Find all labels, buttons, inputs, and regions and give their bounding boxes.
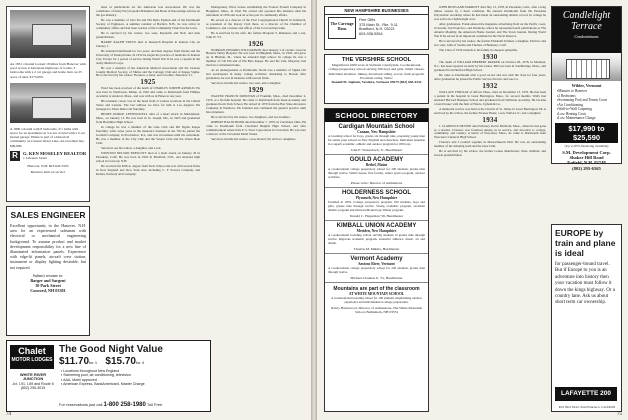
candlelight-features (552, 88, 621, 122)
europe-body: for passenger-bound travel. But if Europe to you is an adventure into history then your vacation must follow it down the kings highway. Or a country lane. Ask us about short term car ownership. (555, 262, 615, 306)
school-description: A coeducational boarding school serving students in grades nine through twelve. Rigorous academic program, extensive athletics, music, art and drama. (328, 233, 425, 245)
paragraph: HENRY DODGE LEFFINGWELL died of a heart attack in Marblehead, Mass., on January 13. He was born in St. Joseph, Mo., in 1903 and graduated from Hotchkiss High School. (96, 112, 200, 124)
sales-city: Concord, NH 03301 (30, 287, 66, 293)
candlelight-feature: ▪ Wall-to-Wall Carpeting (557, 107, 616, 112)
chalet-prices (59, 356, 144, 367)
school-contact: John E. Wasserbach, Jr., Headmaster (350, 147, 403, 152)
candlelight-terrace-ad[interactable] (551, 6, 622, 171)
paragraph: A memorial service was held at the Church of St. James in Great Barrington. He is survived by his widow, the former Eleanor Bates; a son, Wallace Jr.; and a daughter. (434, 106, 546, 115)
chalet-logo-top: Chalet (18, 346, 46, 356)
chalet-location-title: WHITE RIVER JUNCTION (19, 372, 47, 382)
chalet-feature: ▪ Swimming pool, air conditioning, television (61, 373, 145, 377)
paragraph: He is survived by his widow, two daughters, and two brothers. (211, 114, 291, 119)
paragraph: JOHN BOWLAND PARROTT died July 13, 1978, in Pasadena, Calif., after a long illness caused by a heart condition. He entered Dartmouth from the Pasadena Polytechnic Academy where he had made an outstanding athletic record. In college he was active in a lightweight crew. (434, 6, 546, 21)
nh-businesses-title: NEW HAMPSHIRE BUSINESSES (325, 7, 428, 15)
chalet-reservations (59, 402, 162, 408)
class-year-heading: 1934 (482, 115, 498, 124)
vershire-body: Magnificent 1000 acres in Vermont countryside. Coeducational, college preparatory school serving 100 boys and girls. Small classes. Individual attention. Skiing, horseback riding, soccer, farm program. Excellent rating. Write: (328, 63, 425, 80)
sales-ad-title: SALES ENGINEER (10, 210, 86, 220)
school-contact: Thomas M. Mikula, Headmaster (353, 246, 400, 251)
school-location: Meriden, New Hampshire (356, 229, 397, 234)
candlelight-financing: (Up to 95% financing available) (564, 143, 609, 148)
paragraph: After graduation, Frank entered the magazine advertising field on the Pacific coast, in Seattle, San Francisco, and Pasadena, where he represented such publications as The Atlantic Monthly, the American Home Journal, and The Town Journal. During World War II he served in an important command in the Naval Reserve. (434, 21, 546, 38)
realtor-caption-2: A 1800 colonial with 8 bedrooms, 2½ baths with space for an apartment on 3 acres of land with a 2-car heated garage. Home is part of a historical community on Canaan Street Lake. An excellent buy. $99,000. (10, 126, 86, 148)
sales-ad-body: Excellent opportunity in the Hanover, N.H. area for an experienced salesman with electrical or mechanical engineering background. To assume product and market development responsibility for a new line of illuminated information panels. Experience with edge-lit panels, aircraft crew station, instrument or display lighting desirable, but not required. (10, 223, 86, 270)
chalet-phone[interactable]: 1-800 258-1980 (103, 402, 146, 408)
chalet-location-phone: (802) 295-3015 (20, 386, 46, 391)
carriage-haus-info (359, 18, 398, 36)
realtor-firm: G. KEN MOSELEY REALTOR (23, 151, 87, 157)
class-year-heading: 1930 (482, 52, 498, 61)
text-column-3 (434, 6, 546, 410)
page-number-right: 75 (617, 412, 622, 417)
paragraph: The death of WILLIAM HERBERT PARKER on October 28, 1978, in Madison, N.J., has been reported recently by his widow. Bill was born in Southbridge, Mass., and graduated from Hartford High School. (434, 60, 546, 73)
school-listing[interactable] (325, 254, 428, 283)
chalet-motor-ad[interactable] (6, 340, 211, 412)
realtor-address: 1 Lebanon Street (23, 156, 47, 161)
school-listing[interactable] (325, 122, 428, 155)
school-name: GOULD ACADEMY (349, 157, 404, 164)
school-listing[interactable] (325, 188, 428, 221)
nh-businesses-ad[interactable] (324, 6, 429, 50)
class-year-heading: 1926 (248, 39, 264, 48)
school-contact: Michael Choukas Jr. '51, Headmaster (350, 275, 403, 280)
lafayette-address: P.O. Box 8122, San Francisco, CA 94109 (558, 405, 616, 409)
paragraph: The Class of 1930 extends to his family its deepest sympathy. (439, 47, 518, 52)
developer-phone: (802) 295-6565 (572, 165, 601, 171)
europe-travel-ad[interactable] (551, 224, 622, 412)
hb-phone: 603-938-5354 (359, 31, 383, 36)
candlelight-subtitle: Condominiums (574, 34, 599, 39)
school-location: Plymouth, New Hampshire (355, 196, 398, 201)
page-number-left: 74 (6, 412, 11, 417)
developer-city: Enfield, N.H. 03748 (567, 160, 606, 166)
school-location: AT WHITE MOUNTAIN SCHOOL (348, 292, 405, 297)
paragraph: J. CLARENCE DEVINE died February 2nd in Pittsfield, Mass., where he had gone as a teacher. Clarence was foremost among us in service, and devotion to college, community, and country. A native of Worcester, Mass., he came to Dartmouth from Worcester Classical High School. (434, 123, 546, 140)
chalet-price-1-sub: for 1 (89, 360, 98, 365)
school-description: A boarding school for boys, grades six through nine, preparing young men for senior prep schools in New England and elsewhere. Individual attention in a superb academic, athletic and outdoor program for 180 boys. (328, 134, 425, 146)
school-location: Canaan, New Hampshire (357, 130, 396, 134)
school-contact: Donald C. Hagerman '58, Headmaster (349, 213, 404, 218)
school-listing[interactable] (325, 155, 428, 188)
chalet-headline: The Good Night Value (59, 344, 163, 355)
chalet-feature: ▪ Locations throughout New England (61, 369, 145, 373)
developer-road: Shaker Hill Road (569, 154, 604, 160)
paragraph: Word has been received of the death of CHARLES JOSEPH ARNOLD. He was born in Westbrook, Maine, in 1902 and came to Dartmouth from Phillips Academy at Andover, Mass., and was with us in Hanover one year. (96, 86, 200, 99)
school-location: Saxtons River, Vermont (358, 262, 395, 267)
candlelight-feature: ▪ Low Heating Costs (557, 112, 616, 117)
candlelight-developer (552, 150, 621, 172)
hb-line: Bradford, N.H. 03221 (359, 27, 395, 32)
school-name: HOLDERNESS SCHOOL (341, 190, 411, 197)
chalet-location (10, 373, 56, 391)
chalet-phone-sub: Toll Free (146, 402, 163, 407)
house-photo (10, 10, 86, 58)
paragraph: He attended Dartmouth for two years, and then degrees from Tulane and the University of Pennsylvania. In 1932 he began the practice of medicine in Kansas City. Except for a period of service during World War II he was a captain in the Army Medical Corps. (96, 48, 200, 65)
school-description: A coeducational boarding school for 100 students emphasizing outdoor experience and individualized college preparation. (331, 296, 422, 305)
paragraph: Survivors include his widow, two sons, and a daughter. (211, 81, 282, 86)
school-directory-title: SCHOOL DIRECTORY (325, 109, 428, 122)
chalet-price-2: $15.70 (105, 356, 136, 367)
realtor-logo-icon: R (10, 151, 20, 161)
paragraph: He is survived by his widow, the former Elizabeth Tolman; a daughter, Patricia; and two sons, John of Seattle and Thomas of Berkeley, Calif. (434, 38, 546, 47)
paragraph: Montgomery Ward, before establishing the Frances Farnell Company in Houghton, Mass., in 1942. He owned and operated this business until his retirement in 1959 and took an active part in community affairs. (206, 6, 306, 17)
paragraph: His business career was in the hotel field at various locations in the United States and Canada. The last address we have for him is Los Angeles. He belonged to Theta Delta Chi fraternity. (96, 99, 200, 111)
school-contact: Please write: Director of Admissions (350, 180, 403, 185)
school-listing[interactable] (325, 283, 428, 317)
realtor-caption-1: An 1851 colonial located 18 miles from Hanover with good access to Interstate highways. 6 rooms, 3 bedrooms with a 2 car garage and home barn on 25 acres of land. $175,000. (10, 62, 86, 79)
paragraph: WINSTON NELSON PRESCOTT died of a heart attack on January 29 in Pasadena, Calif. He was born in 1903 in Pittsfield, N.H., and attended high school in Concord, N.H. (96, 150, 200, 163)
text-column-2 (206, 6, 306, 410)
lafayette-logo: LAFAYETTE 200 (555, 387, 617, 401)
hb-line: Fine Gifts (359, 18, 376, 22)
right-page (317, 0, 628, 420)
paragraph: He is survived by his widow, two sons, Reynolds and Neil, and nine grandchildren. (96, 30, 200, 39)
text-column-1 (96, 6, 200, 336)
school-location: Bethel, Maine (365, 163, 388, 168)
candlelight-header (552, 7, 621, 53)
candlelight-feature: ▪ Swimming Pool and Tennis Court (557, 98, 616, 103)
sales-engineer-ad[interactable] (6, 206, 90, 336)
sales-company: Barger and Sargent (30, 277, 66, 283)
sales-ad-contact (10, 273, 86, 293)
vershire-school-ad[interactable] (324, 54, 429, 104)
chalet-phone-label: For reservations just call (59, 402, 103, 407)
school-listing[interactable] (325, 221, 428, 254)
paragraph: NORMAN EDWARD WILLIAMSON died January 3 of cardiac arrest in Hudson Valley Hospital. He was born in Hingham, Mass., in 1903, and grew up in Hindale, Ill., where he attended high school. In college he was a member of Chi Phi and of Phi Beta Kappa. He and his wife, Marjorie, had lived in a retirement home. (206, 47, 306, 68)
class-year-heading: 1932 (482, 82, 498, 91)
school-name: KIMBALL UNION ACADEMY (336, 223, 417, 230)
school-description: Founded in 1879. College preparatory program. 250 students, boys and girls, grades nine through twelve. Strong academic program, excellent athletic program and Outward Bound type Winter program. (328, 200, 425, 212)
left-page (0, 0, 311, 420)
paragraph: In college he was a member of the Glee Club and Phi Sigma Kappa fraternity. After some years in the insurance business in the '50s he joined the Gorham Company in Providence, R.I., and was in business until his retirement. He was a member of the City Club and the Vesper Club and the Union Boat Club. (96, 124, 200, 145)
paragraph: Clarence and I roomed together in Massachusetts Hall. He was an outstanding member of the debating team and the Glee Club. (434, 140, 546, 149)
paragraph: He is survived by his wife, the former Margaret S. Ridenour, and a son, John W. '53. (206, 30, 306, 39)
europe-headline: EUROPE by train and plane is ideal (555, 228, 616, 258)
candlelight-feature: ▪ Minutes to Hanover (557, 89, 616, 94)
candlelight-feature: ▪ Air Conditioning (557, 103, 616, 108)
paragraph: He was a member of the American Medical Association and the Jackson County Medical Society, of Shrine and the Carriage Club and of Kappa Sigma. He is survived by his widow, Florence, a sister, and a brother, Theodore '21. (96, 65, 200, 78)
school-name: Cardigan Mountain School (338, 124, 415, 130)
chalet-feature: ▪ AAA, Mobil approved (61, 378, 145, 382)
paragraph: ROBERT HALSE BOND died December 7, 1979, in Cleveland, Ohio. He came to Dartmouth from Cleveland Heights High School, and after commencement entered the U.S. Steel Corporation in Cleveland. He was later a director of the Cleveland Metal Works. (206, 119, 306, 136)
paragraph: WALLACE FINDLAY of Alford, Mass., died on December 13, 1979. He had been a patient in the hospital in Great Barrington, Mass., for several months. Wally had attended Harvard Business School and graduated from Williston Academy. He became a bond broker with the firm of Harris, Upham & Co. (434, 90, 546, 106)
paragraph: He received his M.B.A. degree from Tuck School and was with several firms in New England and New York area, including C. F. Powers Company and Kidder, Peabody and Company. (96, 163, 200, 176)
realtor-phone: Hanover, N.H. 603-643-5505 (27, 163, 69, 168)
paragraph: He was a member of Zeta Psi and Phi Delta Epsilon and of the Dartmouth Society of Engineers. A summer resident of Bartlett, N.H., he was active in community affairs and had been warden of the Community Church in the town. (96, 17, 200, 30)
candlelight-title-2: Terrace (571, 21, 602, 32)
vershire-title: THE VERSHIRE SCHOOL (341, 57, 412, 63)
realtor-ad[interactable] (6, 6, 90, 202)
developer-name: S.M. Development Corp. (562, 149, 611, 155)
candlelight-location: Wilder, Vermont (571, 83, 602, 88)
house-photo-2 (10, 83, 86, 123)
chalet-location-line1: Jct. I-91, I-89 and Route 5 (12, 381, 54, 386)
vershire-contact: Donald M. Ingham, Vershire, Vermont 05079 (802) 685-4542 (331, 80, 422, 85)
candlelight-price: $17,990 to $25,590 (555, 123, 618, 143)
chalet-features (61, 369, 145, 387)
chalet-price-1: $11.70 (59, 356, 90, 367)
paragraph: He served as a director of the First Congregational Church in Sandwich, as president of the Rotary Club there, as a director of the Chamber of Commerce, and a trustee and officer of the local savings bank. (206, 17, 306, 30)
school-description: A coeducational college preparatory school for 220 students, grades nine through twelve. (328, 266, 425, 274)
carriage-haus-logo: The Carriage Haus (328, 17, 356, 39)
chalet-logo-bottom: MOTOR LODGES (11, 357, 53, 363)
paragraph: Survivors are his widow, a daughter, and a son. (101, 145, 162, 150)
condo-illustration (552, 53, 621, 81)
sales-submit: Submit resume to: (32, 272, 64, 278)
realtor-tagline: Business built on service (30, 170, 66, 175)
school-directory (324, 108, 429, 412)
candlelight-feature: ▪ Low Maintenance Charge (557, 116, 616, 121)
school-description: A coeducational college preparatory school for 200 students, grades nine through twelve. Small classes, fine faculty, winter sports program, outdoor activities. (328, 167, 425, 179)
chalet-logo (10, 345, 54, 369)
class-year-heading: 1929 (248, 86, 264, 95)
school-contact: Nancy Hazelwood, Director of Admissions, The White Mountain School, Bethlehem, NH 03574 (330, 305, 423, 315)
paragraph: He came to Dartmouth with a good record and was with the class for four years. After graduation he joined the Public Service Electric and Gas Co. (434, 73, 546, 82)
school-name: Vermont Academy (350, 256, 403, 263)
paragraph: Survivors include his widow, a son, Robert '60, and two daughters. (211, 136, 297, 141)
sales-address: 10 Park Street (35, 282, 61, 288)
hb-line: 375 Main St., Rte. 9-11 (359, 22, 398, 27)
paragraph: As an undergraduate at Dartmouth, Norm was a member of Sigma Chi and participated in many college activities. Returning to Boston after graduation, he was in business with several firms. (206, 68, 306, 81)
candlelight-feature: ▪ 2 Bedrooms (557, 94, 616, 99)
class-year-heading: 1925 (140, 78, 156, 87)
school-name: Mountains are part of the classroom (333, 286, 420, 293)
candlelight-title-1: Candlelight (562, 10, 611, 21)
paragraph: WALTER FRANCIS DONOVAN of Franklin, Mass., died December 4, 1979, at a Norfolk hospital. He came to Dartmouth from Dean Academy and graduated from Tuck School. He retired in 1970 from the Bay State Abrasives Company in Westboro. He founded and continued the general practice until his retirement. (206, 93, 306, 114)
chalet-price-2-sub: for 4 (136, 360, 145, 365)
paragraph: head of publications for the American Gas Association. He was the contributor of many Encyclopedia Britannica and Book of Knowledge articles on the gas industry. (96, 6, 200, 17)
paragraph: HARRY RALPH STILES died at Research Hospital in Kansas City on January 1. (96, 39, 200, 48)
paragraph: He is survived by his widow, the former Louise Manchester; three children; and several grandchildren. (434, 149, 546, 158)
chalet-feature: ▪ American Express, BankAmericard, Master Charge (61, 382, 145, 386)
